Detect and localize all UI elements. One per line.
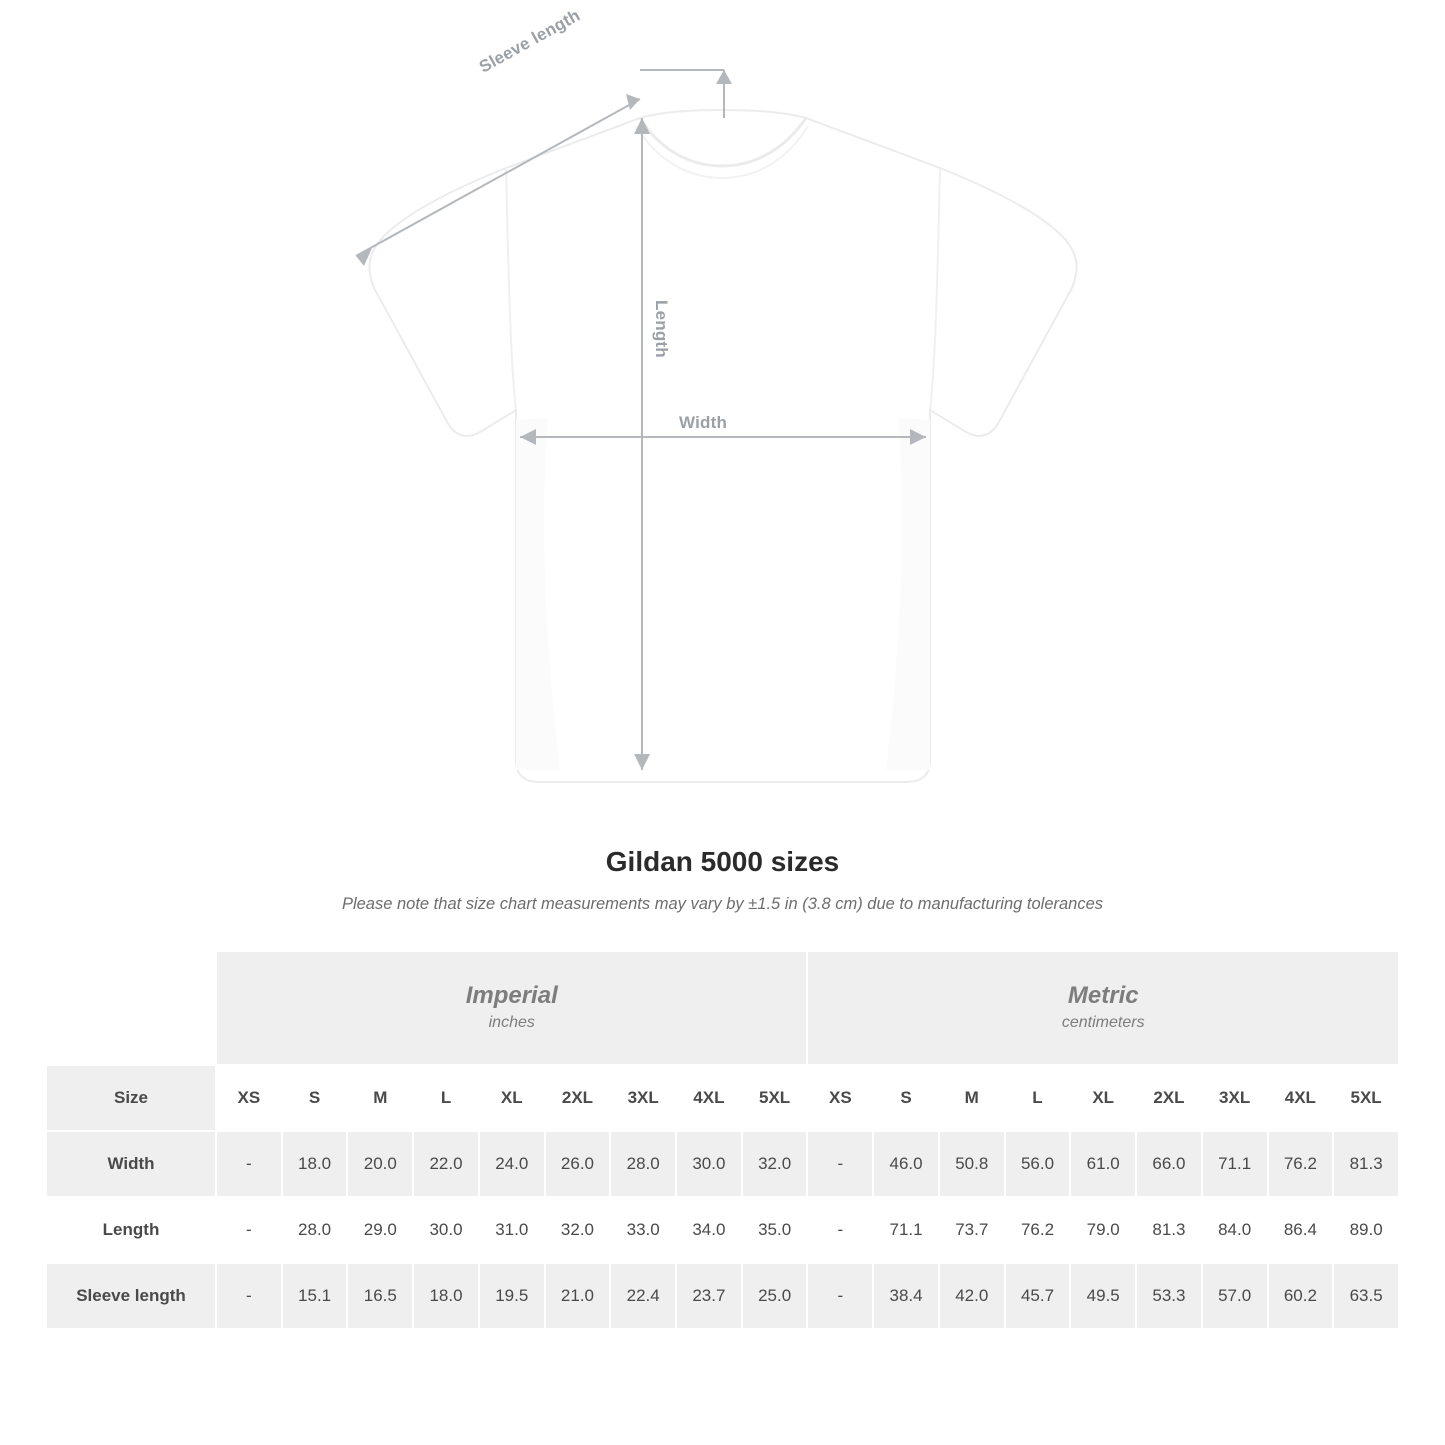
table-row — [46, 1131, 1399, 1197]
title-block — [0, 846, 1445, 914]
cell-imperial-width-m: 20.0 — [347, 1131, 413, 1197]
cell-imperial-sleeve-xl: 19.5 — [479, 1263, 545, 1329]
unit-name-imperial: Imperial — [465, 982, 558, 1009]
size-col-metric-l: L — [1005, 1065, 1071, 1131]
cell-imperial-length-xl: 31.0 — [479, 1197, 545, 1263]
cell-imperial-sleeve-3xl: 22.4 — [610, 1263, 676, 1329]
unit-name-metric: Metric — [1067, 982, 1139, 1009]
cell-imperial-width-3xl: 28.0 — [610, 1131, 676, 1197]
cell-imperial-width-5xl: 32.0 — [742, 1131, 808, 1197]
length-label: Length — [652, 300, 671, 358]
cell-metric-width-5xl: 81.3 — [1333, 1131, 1399, 1197]
cell-metric-length-4xl: 86.4 — [1268, 1197, 1334, 1263]
cell-metric-width-l: 56.0 — [1005, 1131, 1071, 1197]
unit-sub-imperial: inches — [488, 1014, 535, 1031]
cell-imperial-length-m: 29.0 — [347, 1197, 413, 1263]
size-col-metric-xs: XS — [807, 1065, 873, 1131]
table-row — [46, 1197, 1399, 1263]
cell-metric-sleeve-l: 45.7 — [1005, 1263, 1071, 1329]
size-col-metric-m: M — [939, 1065, 1005, 1131]
size-col-metric-4xl: 4XL — [1268, 1065, 1334, 1131]
cell-imperial-sleeve-2xl: 21.0 — [545, 1263, 611, 1329]
cell-metric-sleeve-s: 38.4 — [873, 1263, 939, 1329]
size-col-imperial-xl: XL — [479, 1065, 545, 1131]
cell-metric-width-xs: - — [807, 1131, 873, 1197]
unit-header-imperial — [216, 951, 807, 1065]
size-header-cell: Size — [46, 1065, 216, 1131]
size-col-imperial-l: L — [413, 1065, 479, 1131]
cell-imperial-sleeve-m: 16.5 — [347, 1263, 413, 1329]
cell-imperial-width-2xl: 26.0 — [545, 1131, 611, 1197]
unit-header-row — [46, 951, 1399, 1065]
size-col-imperial-3xl: 3XL — [610, 1065, 676, 1131]
size-col-imperial-4xl: 4XL — [676, 1065, 742, 1131]
cell-metric-sleeve-5xl: 63.5 — [1333, 1263, 1399, 1329]
cell-metric-sleeve-3xl: 57.0 — [1202, 1263, 1268, 1329]
size-col-imperial-xs: XS — [216, 1065, 282, 1131]
cell-metric-width-4xl: 76.2 — [1268, 1131, 1334, 1197]
cell-imperial-length-3xl: 33.0 — [610, 1197, 676, 1263]
size-chart-table — [45, 950, 1400, 1330]
cell-metric-sleeve-xs: - — [807, 1263, 873, 1329]
unit-sub-metric: centimeters — [1061, 1014, 1145, 1031]
cell-metric-length-m: 73.7 — [939, 1197, 1005, 1263]
cell-imperial-length-4xl: 34.0 — [676, 1197, 742, 1263]
size-col-metric-2xl: 2XL — [1136, 1065, 1202, 1131]
cell-imperial-sleeve-l: 18.0 — [413, 1263, 479, 1329]
cell-imperial-sleeve-xs: - — [216, 1263, 282, 1329]
cell-metric-width-m: 50.8 — [939, 1131, 1005, 1197]
cell-metric-sleeve-4xl: 60.2 — [1268, 1263, 1334, 1329]
cell-metric-width-xl: 61.0 — [1070, 1131, 1136, 1197]
sleeve-length-label: Sleeve length — [476, 5, 584, 77]
page-title: Gildan 5000 sizes — [605, 846, 840, 877]
tolerance-note: Please note that size chart measurements may vary by ±1.5 in (3.8 cm) due to manufacturing tolerances — [341, 895, 1104, 913]
cell-metric-length-5xl: 89.0 — [1333, 1197, 1399, 1263]
size-header-row — [46, 1065, 1399, 1131]
cell-imperial-length-5xl: 35.0 — [742, 1197, 808, 1263]
cell-metric-sleeve-2xl: 53.3 — [1136, 1263, 1202, 1329]
cell-imperial-sleeve-s: 15.1 — [282, 1263, 348, 1329]
cell-metric-sleeve-xl: 49.5 — [1070, 1263, 1136, 1329]
size-col-imperial-s: S — [282, 1065, 348, 1131]
size-col-imperial-2xl: 2XL — [545, 1065, 611, 1131]
cell-metric-length-s: 71.1 — [873, 1197, 939, 1263]
cell-metric-length-2xl: 81.3 — [1136, 1197, 1202, 1263]
row-header-width: Width — [46, 1131, 216, 1197]
size-col-metric-3xl: 3XL — [1202, 1065, 1268, 1131]
cell-imperial-width-l: 22.0 — [413, 1131, 479, 1197]
width-label: Width — [679, 413, 728, 432]
cell-metric-length-xl: 79.0 — [1070, 1197, 1136, 1263]
row-header-sleeve-length: Sleeve length — [46, 1263, 216, 1329]
cell-imperial-length-2xl: 32.0 — [545, 1197, 611, 1263]
unit-header-spacer — [46, 951, 216, 1065]
size-col-metric-xl: XL — [1070, 1065, 1136, 1131]
cell-imperial-length-xs: - — [216, 1197, 282, 1263]
size-table-container — [0, 950, 1445, 1330]
cell-metric-width-s: 46.0 — [873, 1131, 939, 1197]
cell-metric-length-3xl: 84.0 — [1202, 1197, 1268, 1263]
size-col-metric-s: S — [873, 1065, 939, 1131]
cell-metric-width-2xl: 66.0 — [1136, 1131, 1202, 1197]
cell-imperial-sleeve-5xl: 25.0 — [742, 1263, 808, 1329]
unit-header-metric — [807, 951, 1399, 1065]
cell-imperial-length-s: 28.0 — [282, 1197, 348, 1263]
cell-metric-sleeve-m: 42.0 — [939, 1263, 1005, 1329]
size-col-imperial-m: M — [347, 1065, 413, 1131]
size-col-imperial-5xl: 5XL — [742, 1065, 808, 1131]
cell-imperial-sleeve-4xl: 23.7 — [676, 1263, 742, 1329]
size-col-metric-5xl: 5XL — [1333, 1065, 1399, 1131]
cell-imperial-width-xl: 24.0 — [479, 1131, 545, 1197]
table-row — [46, 1263, 1399, 1329]
cell-imperial-width-xs: - — [216, 1131, 282, 1197]
cell-imperial-length-l: 30.0 — [413, 1197, 479, 1263]
row-header-length: Length — [46, 1197, 216, 1263]
cell-imperial-width-s: 18.0 — [282, 1131, 348, 1197]
cell-metric-width-3xl: 71.1 — [1202, 1131, 1268, 1197]
cell-metric-length-l: 76.2 — [1005, 1197, 1071, 1263]
cell-imperial-width-4xl: 30.0 — [676, 1131, 742, 1197]
cell-metric-length-xs: - — [807, 1197, 873, 1263]
